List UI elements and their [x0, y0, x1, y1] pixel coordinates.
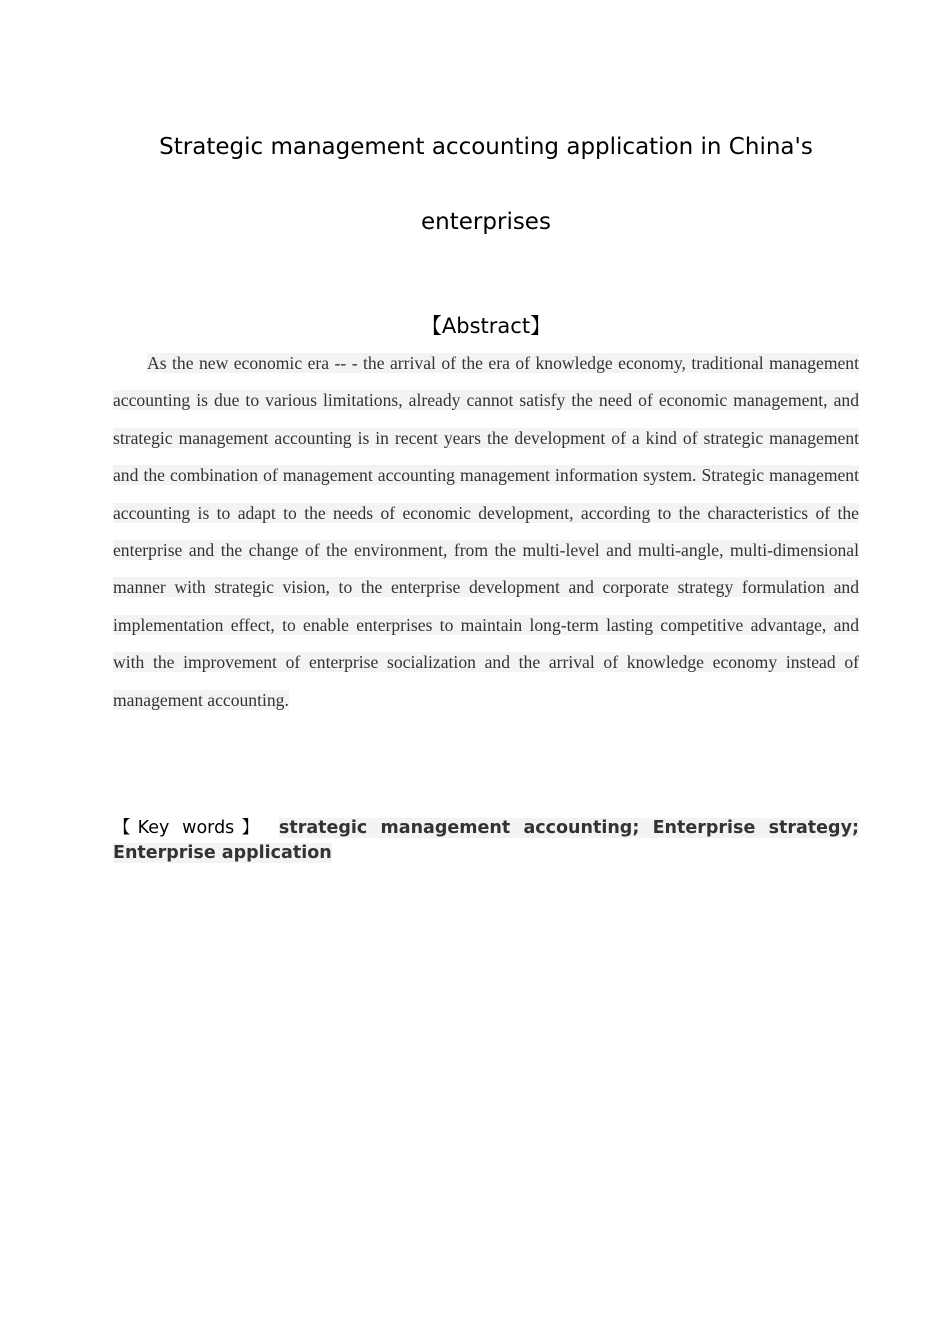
keywords-text: strategic management accounting; Enterprise strategy; Enterprise application: [113, 818, 859, 863]
abstract-body: [113, 345, 859, 719]
keywords-section: [113, 816, 859, 866]
keywords-label: 【Key words】: [113, 818, 267, 838]
abstract-heading: 【Abstract】: [420, 314, 552, 338]
document-title: Strategic management accounting application in China's enterprises: [159, 134, 813, 235]
abstract-text: As the new economic era -- - the arrival of the era of knowledge economy, traditional management accounting is due to various limitations, already cannot satisfy the need of economic management, and strategic management accounting is in recent years the development of a kind of strategic management and the combination of management accounting management information system. Strategic management accounting is to adapt to the needs of economic development, according to the characteristics of the enterprise and the change of the environment, from the multi-level and multi-angle, multi-dimensional manner with strategic vision, to the enterprise development and corporate strategy formulation and implementation effect, to enable enterprises to maintain long-term lasting competitive advantage, and with the improvement of enterprise socialization and the arrival of knowledge economy instead of management accounting.: [113, 353, 859, 710]
